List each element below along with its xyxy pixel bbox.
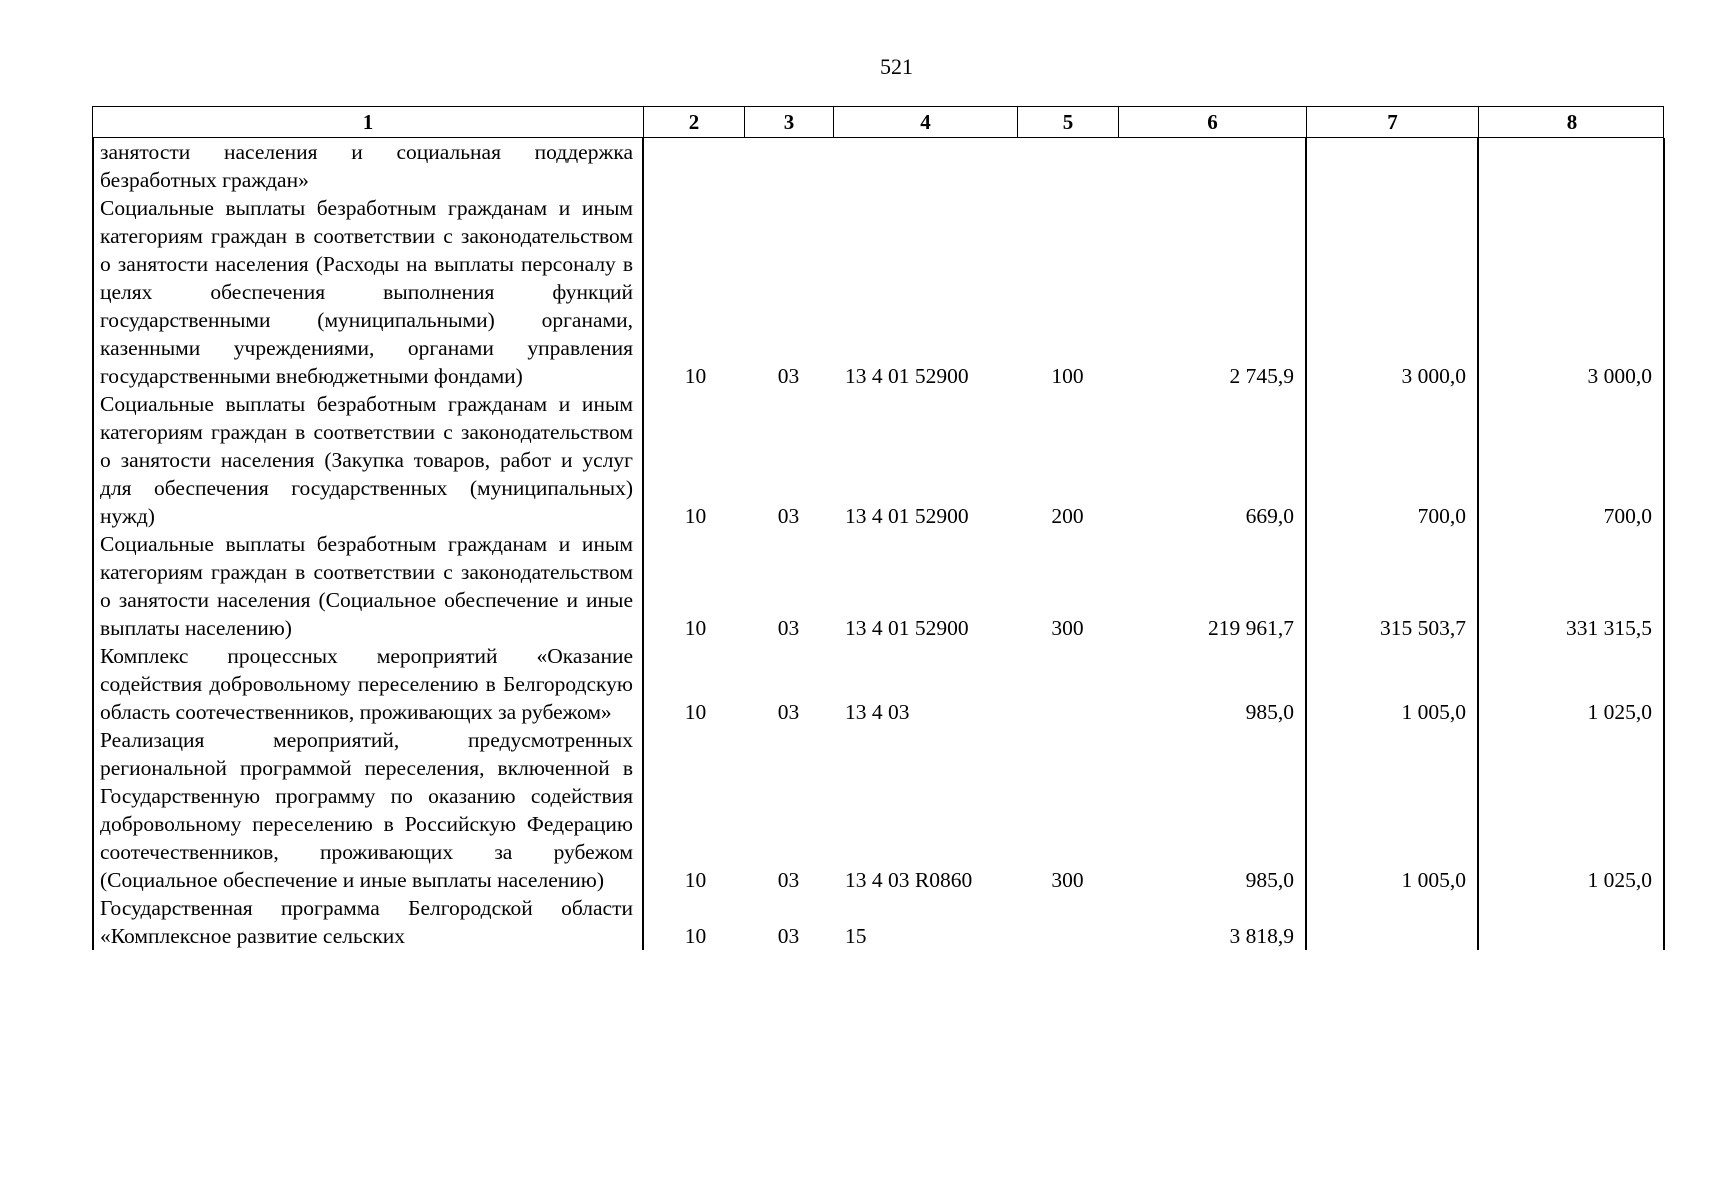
cell-subsection: 03 xyxy=(777,868,800,892)
row-description: Реализация мероприятий, предусмотренных региональной программой переселения, включенной в Государственную программу по оказанию содействия добровольному переселению в Российскую Федерацию соотечественников, проживающих за рубежом (Социальное обеспечение и иные выплаты населению) xyxy=(100,728,633,892)
cell-amount-col6: 3 818,9 xyxy=(1229,924,1294,948)
cell-subsection: 03 xyxy=(777,616,800,640)
cell-amount-col7: 3 000,0 xyxy=(1401,364,1466,388)
cell-amount-col6: 985,0 xyxy=(1245,868,1294,892)
row-description: занятости населения и социальная поддержка безработных граждан» xyxy=(100,140,633,192)
header-col-5: 5 xyxy=(1018,107,1119,137)
header-col-6: 6 xyxy=(1119,107,1307,137)
cell-subsection: 03 xyxy=(777,924,800,948)
row-description: Социальные выплаты безработным гражданам и иным категориям граждан в соответствии с законодательством о занятости населения (Социальное обеспечение и иные выплаты населению) xyxy=(100,532,633,640)
header-col-8: 8 xyxy=(1566,110,1578,134)
table-body xyxy=(92,138,1664,950)
cell-section: 10 xyxy=(684,700,707,724)
row-description: Социальные выплаты безработным гражданам и иным категориям граждан в соответствии с законодательством о занятости населения (Закупка товаров, работ и услуг для обеспечения государственных (муниципальных) нужд) xyxy=(100,392,633,528)
table-row xyxy=(92,138,1664,194)
cell-amount-col8: 3 000,0 xyxy=(1587,364,1652,388)
table-row xyxy=(92,194,1664,390)
header-col-3: 3 xyxy=(745,107,834,137)
cell-target-code: 13 4 01 52900 xyxy=(845,616,969,640)
cell-subsection: 03 xyxy=(777,700,800,724)
cell-subsection: 03 xyxy=(777,364,800,388)
cell-amount-col6: 219 961,7 xyxy=(1208,616,1294,640)
table-row xyxy=(92,530,1664,642)
cell-section: 10 xyxy=(684,504,707,528)
cell-section: 10 xyxy=(684,364,707,388)
cell-amount-col6: 985,0 xyxy=(1245,700,1294,724)
cell-amount-col6: 669,0 xyxy=(1245,504,1294,528)
table-row xyxy=(92,390,1664,530)
cell-section: 10 xyxy=(684,868,707,892)
cell-amount-col8: 1 025,0 xyxy=(1587,700,1652,724)
header-col-2: 2 xyxy=(644,107,745,137)
cell-subsection: 03 xyxy=(777,504,800,528)
table-header xyxy=(92,106,1664,138)
cell-amount-col7: 1 005,0 xyxy=(1401,700,1466,724)
cell-amount-col7: 315 503,7 xyxy=(1380,616,1466,640)
page-number: 521 xyxy=(880,54,913,79)
header-col-1: 1 xyxy=(93,107,644,137)
header-col-4: 4 xyxy=(834,107,1018,137)
table-row xyxy=(92,642,1664,726)
cell-amount-col8: 700,0 xyxy=(1603,504,1652,528)
cell-amount-col8: 331 315,5 xyxy=(1566,616,1652,640)
cell-section: 10 xyxy=(684,924,707,948)
cell-section: 10 xyxy=(684,616,707,640)
header-col-7: 7 xyxy=(1307,107,1479,137)
cell-amount-col7: 1 005,0 xyxy=(1401,868,1466,892)
cell-target-code: 13 4 01 52900 xyxy=(845,504,969,528)
row-description: Государственная программа Белгородской области «Комплексное развитие сельских xyxy=(100,896,633,948)
cell-target-code: 13 4 03 R0860 xyxy=(845,868,973,892)
cell-expense-type: 300 xyxy=(1051,868,1084,892)
row-description: Социальные выплаты безработным гражданам и иным категориям граждан в соответствии с законодательством о занятости населения (Расходы на выплаты персоналу в целях обеспечения выполнения функций государственными (муниципальными) органами, казенными учреждениями, органами управления государственными внебюджетными фондами) xyxy=(100,196,633,388)
cell-amount-col8: 1 025,0 xyxy=(1587,868,1652,892)
row-description: Комплекс процессных мероприятий «Оказание содействия добровольному переселению в Белгородскую область соотечественников, проживающих за рубежом» xyxy=(100,644,633,724)
cell-amount-col7: 700,0 xyxy=(1417,504,1466,528)
table-row xyxy=(92,894,1664,950)
table-row xyxy=(92,726,1664,894)
cell-expense-type: 300 xyxy=(1051,616,1084,640)
cell-amount-col6: 2 745,9 xyxy=(1229,364,1294,388)
cell-expense-type: 100 xyxy=(1051,364,1084,388)
budget-table xyxy=(92,106,1664,950)
cell-expense-type: 200 xyxy=(1051,504,1084,528)
cell-target-code: 13 4 01 52900 xyxy=(845,364,969,388)
cell-target-code: 15 xyxy=(845,924,867,948)
cell-target-code: 13 4 03 xyxy=(845,700,910,724)
